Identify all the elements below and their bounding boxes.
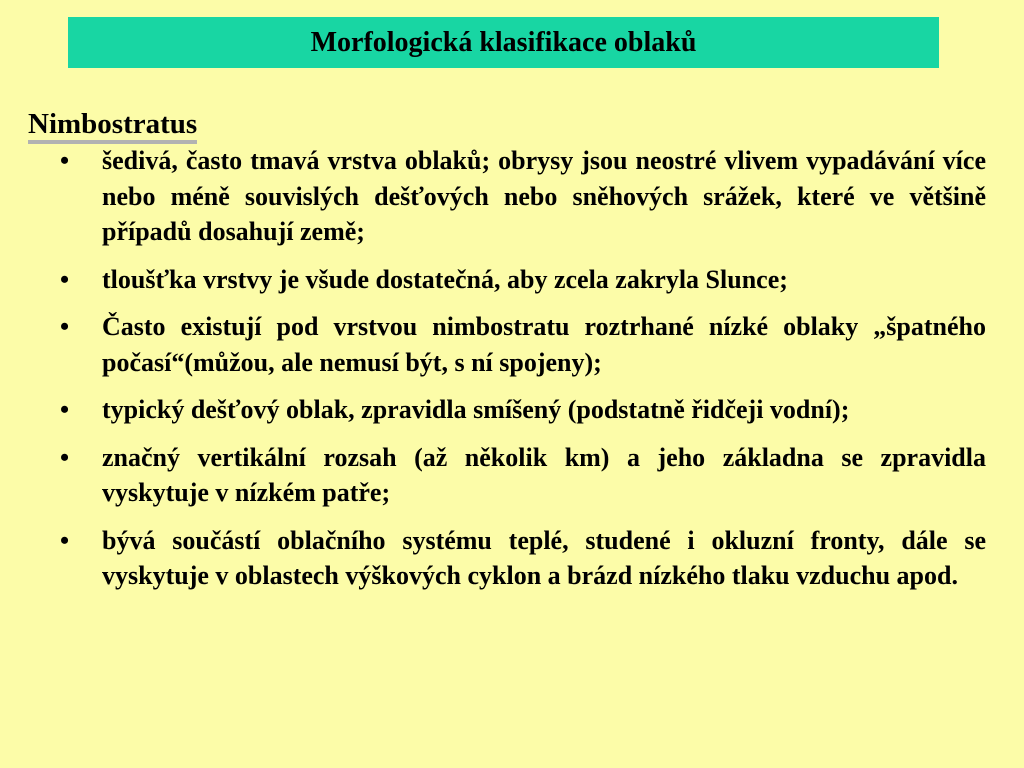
bullet-item (60, 392, 986, 428)
title-bar (68, 17, 939, 68)
bullet-icon: • (60, 312, 70, 341)
slide-title: Morfologická klasifikace oblaků (310, 26, 697, 58)
bullet-text: značný vertikální rozsah (až několik km) a jeho základna se zpravidla vyskytuje v nízkém patře; (102, 442, 986, 507)
bullet-icon: • (60, 525, 70, 555)
bullet-icon: • (60, 146, 70, 175)
bullet-text: šedivá, často tmavá vrstva oblaků; obrysy jsou neostré vlivem vypadávání více nebo méně souvislých dešťových nebo sněhových srážek, které ve většině případů dosahují země; (102, 146, 986, 246)
bullet-item (60, 523, 986, 594)
bullet-text: Často existují pod vrstvou nimbostratu roztrhané nízké oblaky „špatného počasí“(můžou, ale nemusí být, s ní spojeny); (102, 312, 986, 377)
bullet-item (60, 262, 986, 298)
bullet-item (60, 143, 986, 250)
slide-subtitle: Nimbostratus (28, 110, 197, 144)
bullet-list (60, 143, 986, 606)
bullet-text: tloušťka vrstvy je všude dostatečná, aby zcela zakryla Slunce; (102, 264, 788, 294)
bullet-text: bývá součástí oblačního systému teplé, studené i okluzní fronty, dále se vyskytuje v oblastech výškových cyklon a brázd nízkého tlaku vzduchu apod. (102, 525, 986, 590)
bullet-icon: • (60, 264, 70, 294)
bullet-icon: • (60, 395, 70, 424)
bullet-item (60, 440, 986, 511)
bullet-text: typický dešťový oblak, zpravidla smíšený (podstatně řidčeji vodní); (102, 395, 850, 424)
bullet-item (60, 309, 986, 380)
bullet-icon: • (60, 442, 70, 472)
